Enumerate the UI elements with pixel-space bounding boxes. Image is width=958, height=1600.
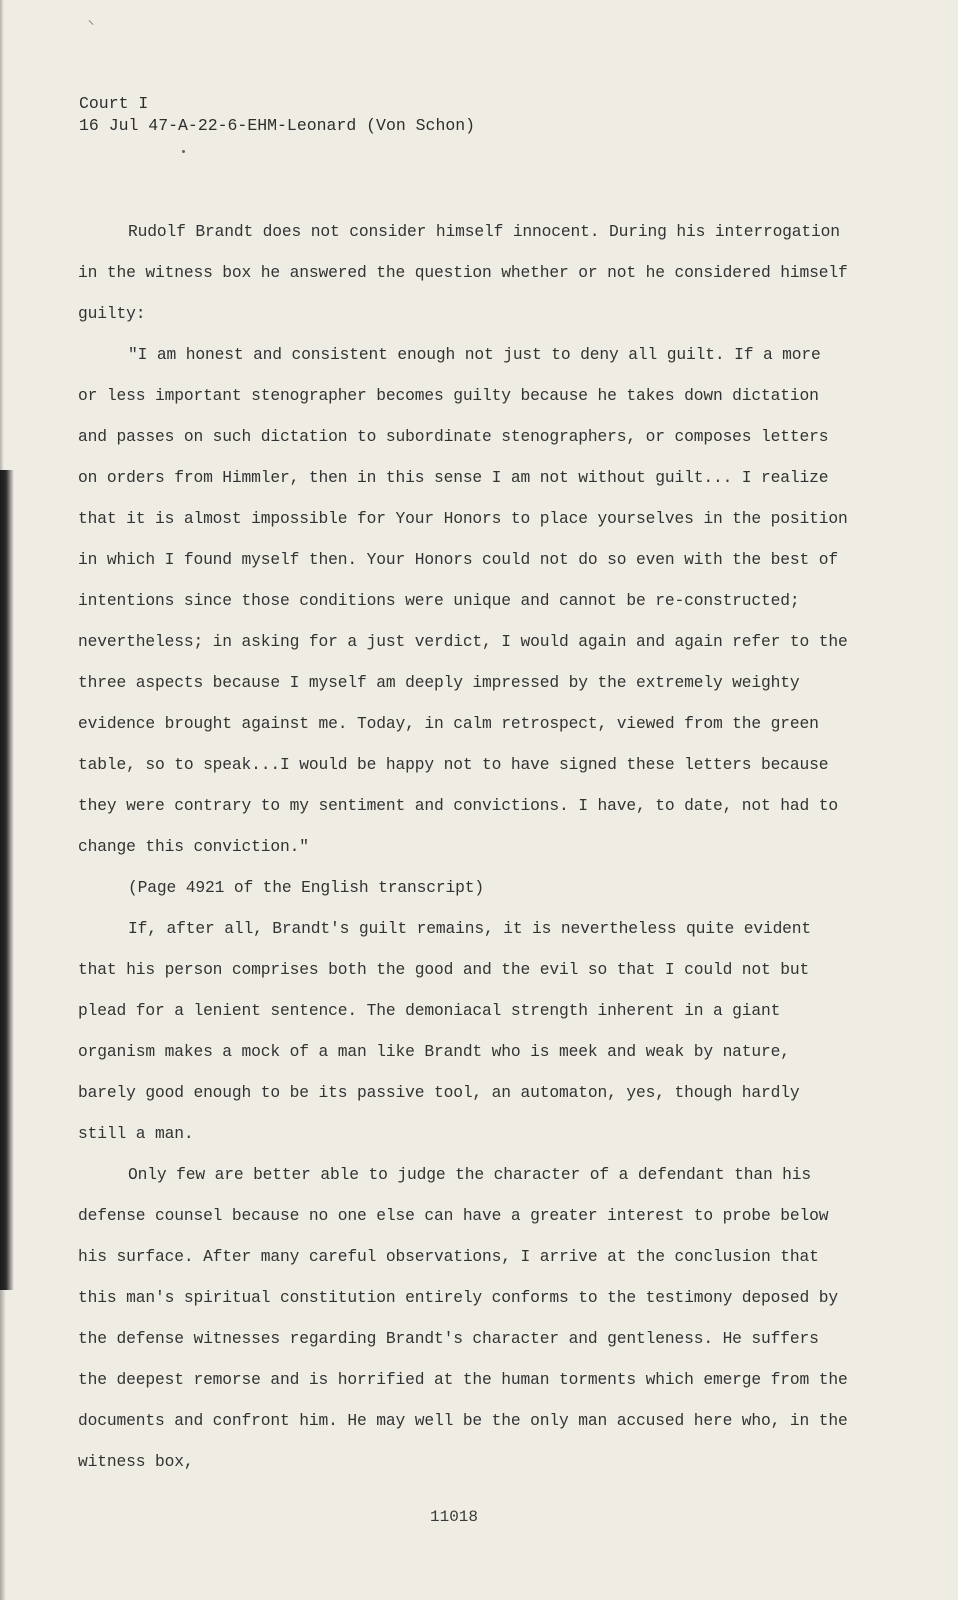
paragraph-character: Only few are better able to judge the character of a defendant than his defense counsel because no one else can have a greater interest to probe below his surface. After many careful observations, I arrive at the conclusion that this man's spiritual constitution entirely conforms to the testimony deposed by the defense witnesses regarding Brandt's character and gentleness. He suffers the deepest remorse and is horrified at the human torments which emerge from the documents and confront him. He may well be the only man accused here who, in the witness box, bbox=[78, 1165, 858, 1471]
transcript-citation: (Page 4921 of the English transcript) bbox=[128, 878, 484, 897]
page-number: 11018 bbox=[430, 1508, 479, 1526]
paragraph-guilt: If, after all, Brandt's guilt remains, it is nevertheless quite evident that his person comprises both the good and the evil so that I could not but plead for a lenient sentence. The demoniacal strength inherent in a giant organism makes a mock of a man like Brandt who is meek and weak by nature, barely good enough to be its passive tool, an automaton, yes, though hardly still a man. bbox=[78, 919, 821, 1143]
document-body bbox=[78, 211, 858, 1482]
page-edge-shadow-lower bbox=[0, 1290, 6, 1600]
page-edge-shadow bbox=[0, 0, 4, 470]
stray-dot bbox=[182, 150, 185, 153]
transcript-reference: 16 Jul 47-A-22-6-EHM-Leonard (Von Schon) bbox=[79, 116, 476, 135]
paragraph-intro: Rudolf Brandt does not consider himself innocent. During his interrogation in the witness box he answered the question whether or not he considered himself guilty: bbox=[78, 222, 858, 323]
page-edge-binding bbox=[0, 470, 14, 1290]
stray-mark bbox=[89, 20, 94, 25]
paragraph-quotation: "I am honest and consistent enough not just to deny all guilt. If a more or less important stenographer becomes guilty because he takes down dictation and passes on such dictation to subordinate stenographers, or composes letters on orders from Himmler, then in this sense I am not without guilt... I realize that it is almost impossible for Your Honors to place yourselves in the position in which I found myself then. Your Honors could not do so even with the best of intentions since those conditions were unique and cannot be re-constructed; nevertheless; in asking for a just verdict, I would again and again refer to the three aspects because I myself am deeply impressed by the extremely weighty evidence brought against me. Today, in calm retrospect, viewed from the green table, so to speak...I would be happy not to have signed these letters because they were contrary to my sentiment and convictions. I have, to date, not had to change this conviction." bbox=[78, 345, 858, 856]
court-designation: Court I bbox=[79, 94, 149, 113]
